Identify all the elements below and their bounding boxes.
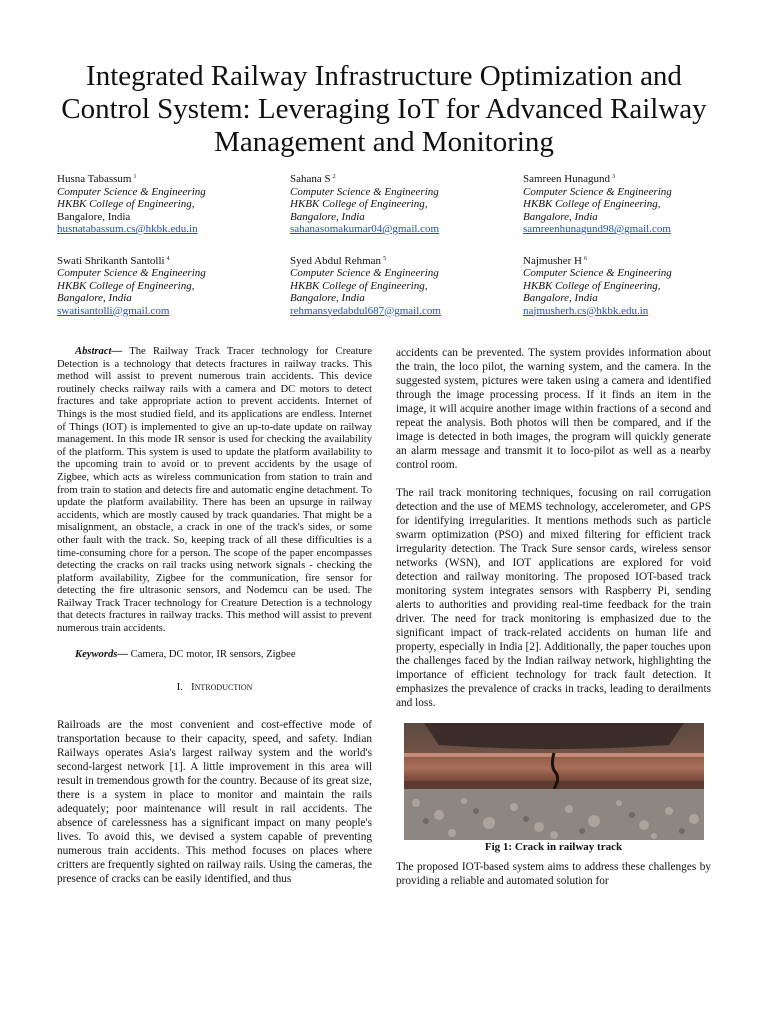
author-city: Bangalore, India xyxy=(290,292,365,304)
author-city: Bangalore, India xyxy=(290,210,365,223)
abstract-label: Abstract— xyxy=(75,346,123,357)
paper-title: Integrated Railway Infrastructure Optimization and Control System: Leveraging IoT for Advanced Railway Management and Monitoring xyxy=(61,60,707,158)
keywords-text: Camera, DC motor, IR sensors, Zigbee xyxy=(130,648,296,660)
author-email-link[interactable]: najmusherh.cs@hkbk.edu.in xyxy=(523,304,649,317)
author-dept: Computer Science & Engineering xyxy=(57,185,206,198)
author-email-link[interactable]: sahanasomakumar04@gmail.com xyxy=(290,223,440,235)
left-column xyxy=(57,346,372,886)
author-dept: Computer Science & Engineering xyxy=(290,267,439,279)
author-4 xyxy=(57,253,290,318)
author-3 xyxy=(523,171,737,236)
author-name: Sahana S $^2$ xyxy=(290,173,336,185)
figure-caption: Fig 1: Crack in railway track xyxy=(484,841,623,853)
author-college: HKBK College of Engineering, xyxy=(523,198,661,210)
author-college: HKBK College of Engineering, xyxy=(57,198,195,210)
figure-1 xyxy=(404,723,704,854)
author-dept: Computer Science & Engineering xyxy=(523,185,672,198)
right-column xyxy=(396,346,711,888)
author-block xyxy=(57,171,737,317)
abstract xyxy=(57,346,372,636)
author-name: Husna Tabassum $^1$ xyxy=(57,173,137,185)
section-heading xyxy=(57,681,372,694)
author-college: HKBK College of Engineering, xyxy=(290,279,428,292)
author-college: HKBK College of Engineering, xyxy=(57,279,195,292)
author-name: Najmusher H $^6$ xyxy=(523,254,587,267)
abstract-text: The Railway Track Tracer technology for Creature Detection is a technology that detects fractures in railway tracks. This method will assist to prevent numerous train accidents. This device routinely checks railway rails with a camera and DC motors to detect fractures and take appropriate action to prevent accidents. Internet of Things is the most studied field, and its applications are endless. Internet of Things (IOT) is implemented to give an up-to-date update on railway management. In this mode IR sensor is used for checking the availability of the platform. This system is used to update the platform availability to the upcoming train to avoid or to prevent accidents by the usage of Zigbee, which acts as wireless communication from station to train and from train to station and detects fire and automatic engine detachment. To update the platform availability. There has been an upsurge in railway accidents, which are mostly caused by track quandaries. That might be a misalignment, an obstacle, a crack in one of the track's sides, or some other fault with the track. So, keeping track of all these difficulties is a time-consuming chore for a person. The scope of the paper encompasses detecting the cracks on rail tracks using network signals - checking the platform availability, Zigbee for the communication, fire sensor for detecting the fire ultrasonic sensors, and Nodemcu can be used. The Railway Track Tracer technology for Creature Detection is a technology that detects fractures in railway tracks. This method will assist to prevent numerous train accidents. xyxy=(57,346,372,635)
author-email-link[interactable]: rehmansyedabdul687@gmail.com xyxy=(290,304,441,317)
author-city: Bangalore, India xyxy=(523,292,598,304)
body-paragraph: accidents can be prevented. The system provides information about the train, the loco pilot, the warning system, and the camera. In the suggested system, pictures were taken using a camera and identified through the image processing process. If it finds an item in the image, it will acquire another image within fractions of a second and repeat the analysis. Both photos will then be compared, and if the image is detected in both images, the program will quickly generate an alarm message and transmit it to loco-pilot as well as a nearby control room. xyxy=(396,347,711,471)
author-dept: Computer Science & Engineering xyxy=(57,267,206,279)
keywords xyxy=(57,649,372,662)
section-number: I. xyxy=(176,681,183,694)
author-6 xyxy=(523,253,737,318)
author-name: Swati Shrikanth Santolli $^4$ xyxy=(57,254,170,267)
author-5 xyxy=(290,253,523,318)
author-city: Bangalore, India xyxy=(57,292,132,304)
section-title: Introduction xyxy=(190,681,253,694)
author-email-link[interactable]: samreenhunagund98@gmail.com xyxy=(523,223,671,235)
author-dept: Computer Science & Engineering xyxy=(523,267,672,279)
body-paragraph: The proposed IOT-based system aims to address these challenges by providing a reliable and automated solution for xyxy=(396,860,711,887)
author-email-link[interactable]: swatisantolli@gmail.com xyxy=(57,304,170,317)
author-name: Samreen Hunagund $^3$ xyxy=(523,173,616,185)
author-dept: Computer Science & Engineering xyxy=(290,185,439,198)
author-city: Bangalore, India xyxy=(57,210,131,223)
author-college: HKBK College of Engineering, xyxy=(523,279,661,292)
body-paragraph: The rail track monitoring techniques, focusing on rail corrugation detection and the use of MEMS technology, accelerometer, and GPS for identifying irregularities. It mentions methods such as particle swarm optimization (PSO) and mixed filtering for efficient track irregularity detection. The Track Sure sensor cards, wireless sensor networks (WSN), and IOT applications are explored for void detection and railway monitoring. The proposed IOT-based track monitoring system integrates sensors with Raspberry Pi, sending alerts to authorities and providing real-time feedback for the train driver. The need for track monitoring is emphasized due to the significant impact of track-related accidents on human life and property, especially in India [2]. Additionally, the paper touches upon the challenges faced by the Indian railway network, highlighting the importance of efficient technology for track fault detection. It emphasizes the prevalence of cracks in tracks, leading to derailments and loss. xyxy=(396,487,711,709)
author-1 xyxy=(57,171,290,236)
author-email-link[interactable]: husnatabassum.cs@hkbk.edu.in xyxy=(57,223,198,235)
author-city: Bangalore, India xyxy=(523,210,598,223)
railway-crack-photo xyxy=(404,723,704,840)
author-college: HKBK College of Engineering, xyxy=(290,198,428,210)
author-2 xyxy=(290,171,523,236)
author-name: Syed Abdul Rehman $^5$ xyxy=(290,254,387,267)
intro-paragraph: Railroads are the most convenient and cost-effective mode of transportation because to their capacity, speed, and safety. Indian Railways operates Asia's largest railway system and the world's second-largest network [1]. A little improvement in this area will result in tremendous growth for the country. Because of its great size, there is a system in place to monitor and maintain the rails adequately; poor maintenance will result in rail accidents. The absence of carelessness has a significant impact on many people's lives. To avoid this, we devised a system capable of preventing numerous train accidents. This method focuses on places where critters are frequently sighted on railway rails. Using the cameras, the presence of cracks can be easily identified, and thus xyxy=(57,718,372,885)
keywords-label: Keywords— xyxy=(75,648,128,660)
